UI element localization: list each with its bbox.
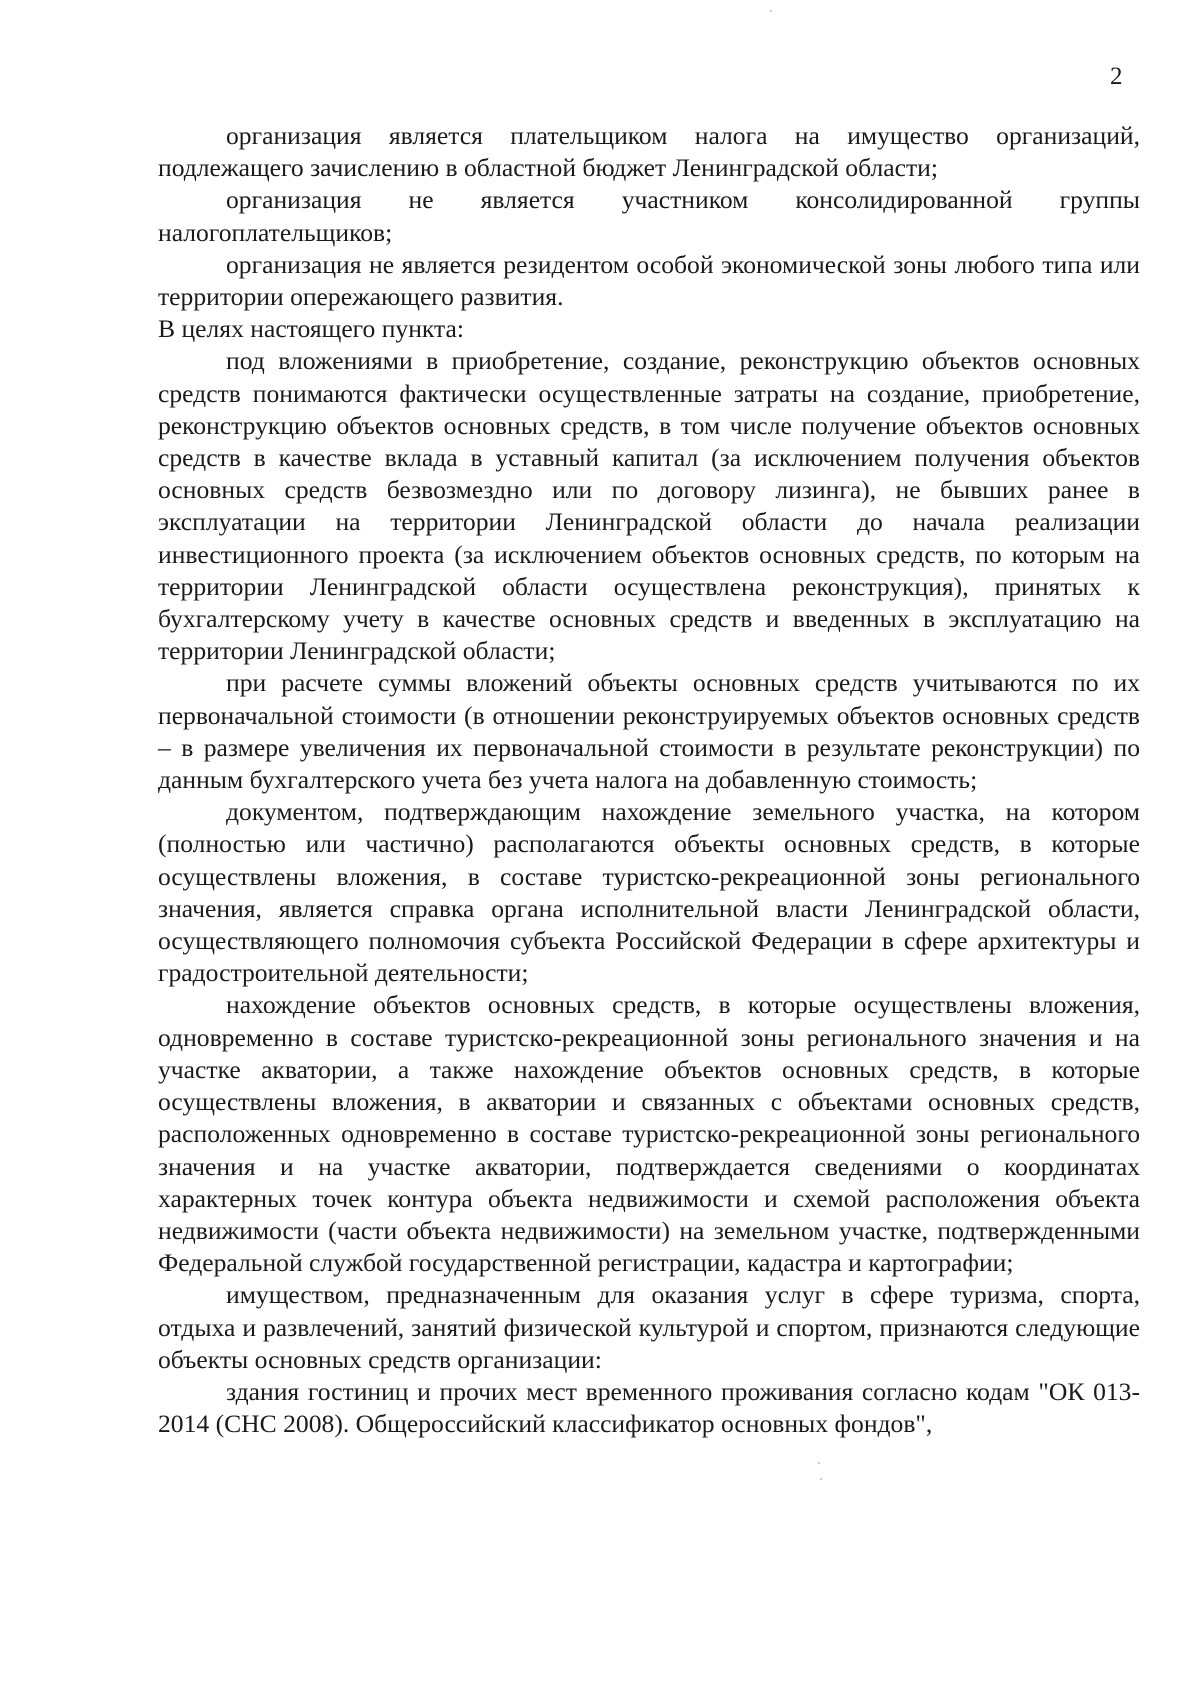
paragraph-confirming-document: документом, подтверждающим нахождение земельного участка, на котором (полностью или частично) располагаются объекты основных средств, в которые осуществлены вложения, в составе туристско-рекреационной зоны регионального значения, является справка органа исполнительной власти Ленинградской области, осуществляющего полномочия субъекта Российской Федерации в сфере архитектуры и градостроительной деятельности; <box>158 797 1140 988</box>
paragraph-investment-sum-calculation: при расчете суммы вложений объекты основных средств учитываются по их первоначальной стоимости (в отношении реконструируемых объектов основных средств – в размере увеличения их первоначальной стоимости в результате реконструкции) по данным бухгалтерского учета без учета налога на добавленную стоимость; <box>158 668 1140 795</box>
paragraph-hotel-buildings: здания гостиниц и прочих мест временного проживания согласно кодам "ОК 013-2014 (СНС 2008). Общероссийский классификатор основных фондов", <box>158 1376 1140 1439</box>
page-number: 2 <box>1110 63 1123 90</box>
paragraph-property-tax-payer: организация является плательщиком налога на имущество организаций, подлежащего зачислению в областной бюджет Ленинградской области; <box>158 121 1140 183</box>
paragraph-not-consolidated-group: организация не является участником консолидированной группы налогоплательщиков; <box>158 185 1140 247</box>
paragraph-for-purposes-heading: В целях настоящего пункта: <box>158 314 464 344</box>
paragraph-investments-definition: под вложениями в приобретение, создание, реконструкцию объектов основных средств понимаются фактически осуществленные затраты на создание, приобретение, реконструкцию объектов основных средств, в том числе получение объектов основных средств в качестве вклада в уставный капитал (за исключением получения объектов основных средств безвозмездно или по договору лизинга), не бывших ранее в эксплуатации на территории Ленинградской области до начала реализации инвестиционного проекта (за исключением объектов основных средств, по которым на территории Ленинградской области осуществлена реконструкция), принятых к бухгалтерскому учету в качестве основных средств и введенных в эксплуатацию на территории Ленинградской области; <box>158 346 1140 666</box>
scan-speck <box>770 10 772 12</box>
scan-speck <box>818 1462 820 1464</box>
paragraph-location-confirmation: нахождение объектов основных средств, в которые осуществлены вложения, одновременно в составе туристско-рекреационной зоны регионального значения и на участке акватории, а также нахождение объектов основных средств, в которые осуществлены вложения, в акватории и связанных с объектами основных средств, расположенных одновременно в составе туристско-рекреационной зоны регионального значения и на участке акватории, подтверждается сведениями о координатах характерных точек контура объекта недвижимости и схемой расположения объекта недвижимости (части объекта недвижимости) на земельном участке, подтвержденными Федеральной службой государственной регистрации, кадастра и картографии; <box>158 990 1140 1278</box>
document-body <box>158 120 1140 1440</box>
paragraph-not-special-zone-resident: организация не является резидентом особой экономической зоны любого типа или территории опережающего развития. <box>158 249 1140 312</box>
scan-speck <box>820 1478 822 1480</box>
paragraph-tourism-property: имуществом, предназначенным для оказания услуг в сфере туризма, спорта, отдыха и развлечений, занятий физической культурой и спортом, признаются следующие объекты основных средств организации: <box>158 1280 1140 1374</box>
